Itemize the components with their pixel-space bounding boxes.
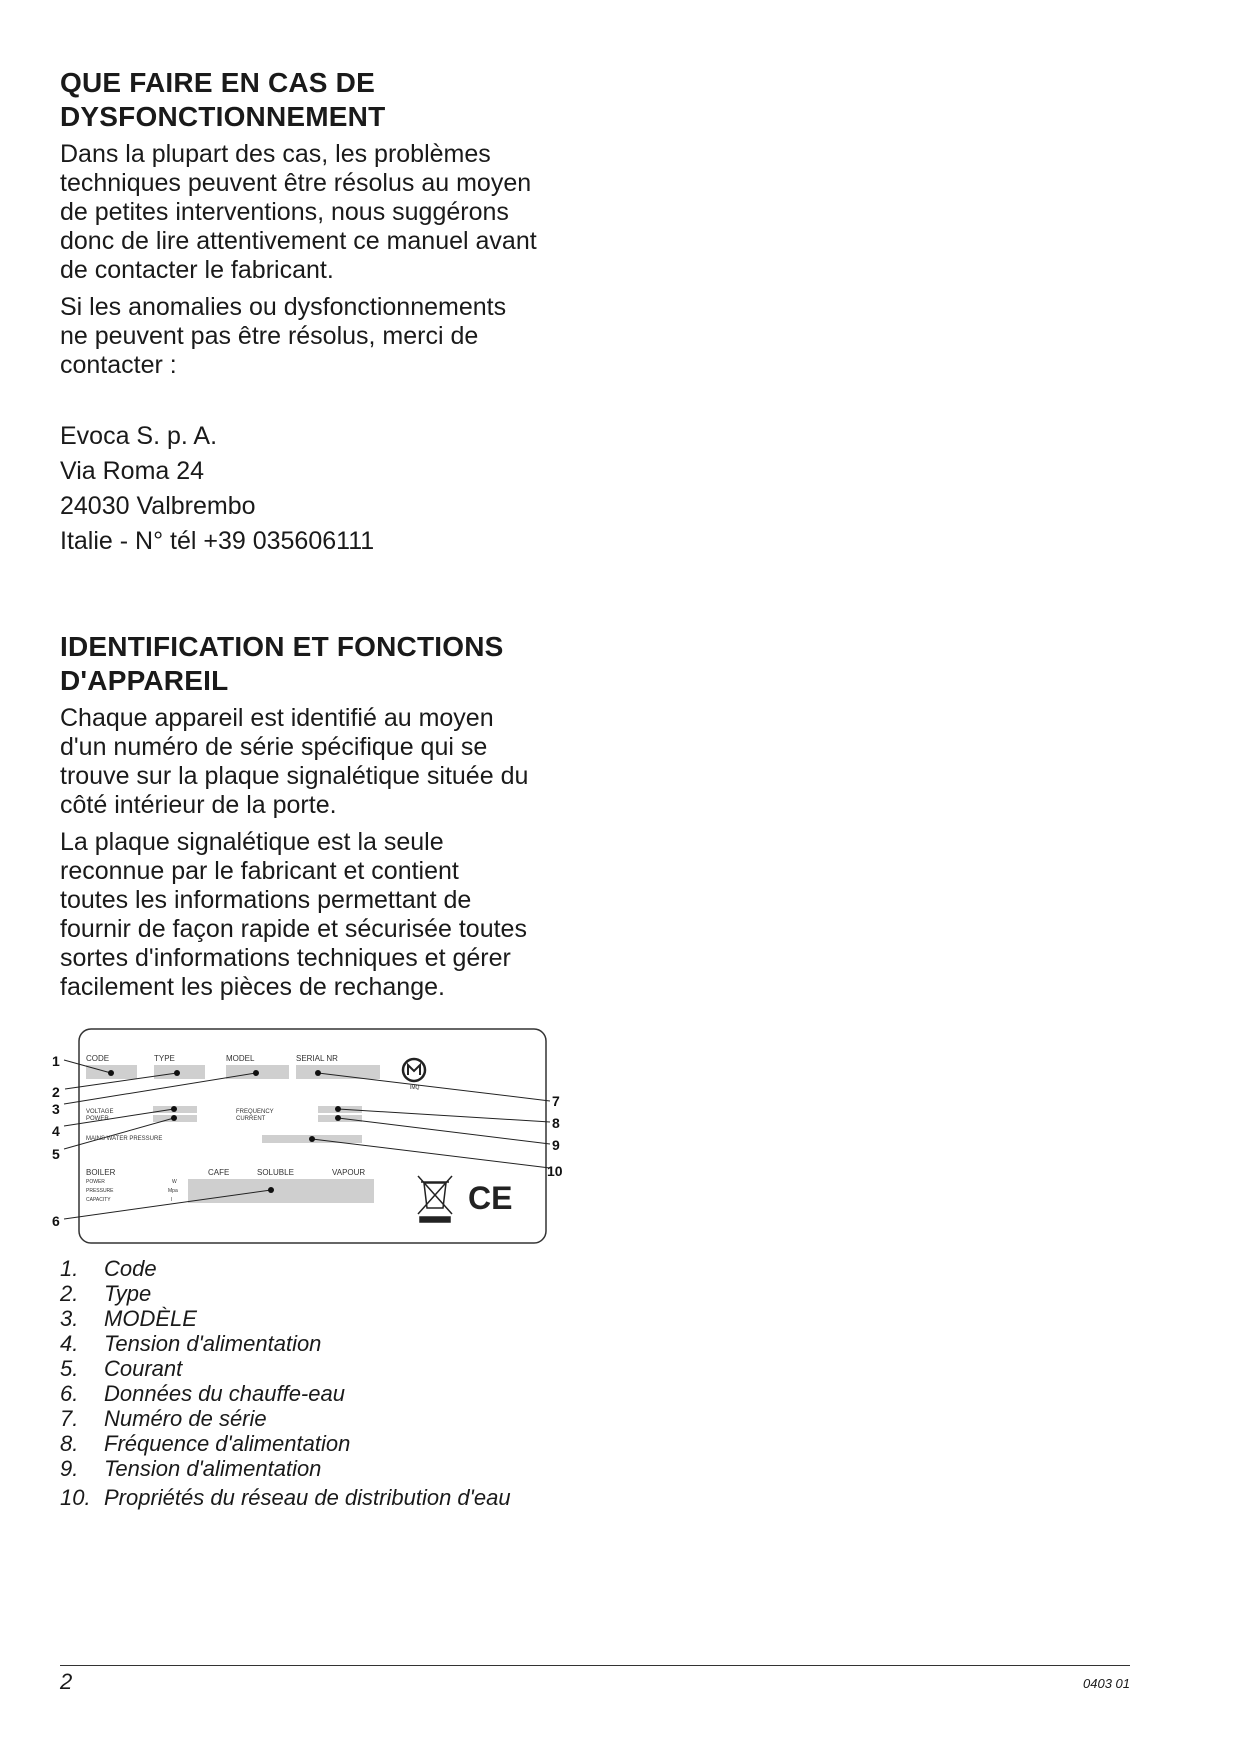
callout-3: 3 [52,1101,60,1117]
voltage-field-label: VOLTAGE [86,1109,114,1115]
power-field-label: POWER [86,1116,109,1122]
model-field-label: MODEL [226,1054,255,1063]
unit-mpa: Mpa [168,1188,178,1194]
paragraph: Dans la plupart des cas, les problèmes techniques peuvent être résolus au moyen de petites interventions, nous suggérons donc de lire attentivement ce manuel avant de contacter le fabricant. [60,140,537,284]
callout-4: 4 [52,1123,60,1139]
list-item: 6. Données du chauffe-eau [60,1381,345,1406]
paragraph: La plaque signalétique est la seule reconnue par le fabricant et contient toutes les informations permettant de fournir de façon rapide et sécurisée toutes sortes d'informations techniques et gérer facilement les pièces de rechange. [60,828,527,1001]
frequency-field-label: FREQUENCY [236,1109,274,1115]
cafe-label: CAFE [208,1168,230,1177]
callout-7: 7 [552,1093,560,1109]
boiler-capacity-label: CAPACITY [86,1197,111,1203]
boiler-pressure-label: PRESSURE [86,1188,114,1194]
address-block: Evoca S. p. A. Via Roma 24 24030 Valbrembo Italie - N° tél +39 035606111 [60,422,375,555]
callout-10: 10 [547,1163,563,1179]
list-item: 1. Code [60,1256,157,1281]
current-field-label: CURRENT [236,1116,266,1122]
unit-l: l [171,1197,173,1203]
boiler-label: BOILER [86,1168,116,1177]
soluble-label: SOLUBLE [257,1168,294,1177]
code-field-label: CODE [86,1054,110,1063]
list-item: 4. Tension d'alimentation [60,1331,322,1356]
vapour-label: VAPOUR [332,1168,366,1177]
list-item: 7. Numéro de série [60,1406,267,1431]
boiler-power-label: POWER [86,1179,105,1185]
list-item: 9. Tension d'alimentation [60,1456,322,1481]
section-malfunction [60,66,580,559]
callout-6: 6 [52,1213,60,1229]
paragraph: Chaque appareil est identifié au moyen d'un numéro de série spécifique qui se trouve sur la plaque signalétique située du côté intérieur de la porte. [60,704,529,819]
section-title: IDENTIFICATION ET FONCTIONS D'APPAREIL [60,631,504,696]
ce-mark: CE [468,1180,513,1216]
document-code: 0403 01 [1083,1676,1130,1691]
legend-list [60,1256,660,1510]
list-item: 10. Propriétés du réseau de distribution d'eau [60,1485,511,1510]
callout-8: 8 [552,1115,560,1131]
rating-plate-diagram [50,1020,610,1250]
serial-field-label: SERIAL NR [296,1054,338,1063]
serial-field [296,1065,380,1079]
unit-w: W [172,1179,177,1185]
list-item: 2. Type [60,1281,152,1306]
mains-pressure-label: MAINS WATER PRESSURE [86,1136,163,1142]
list-item: 8. Fréquence d'alimentation [60,1431,351,1456]
page-number: 2 [60,1669,73,1694]
callout-2: 2 [52,1084,60,1100]
list-item: 5. Courant [60,1356,183,1381]
boiler-data-field [188,1179,374,1203]
callout-1: 1 [52,1053,60,1069]
type-field-label: TYPE [154,1054,175,1063]
section-title: QUE FAIRE EN CAS DE DYSFONCTIONNEMENT [60,67,386,132]
svg-text:IMQ: IMQ [410,1085,420,1091]
footer-divider [60,1665,1130,1666]
callout-5: 5 [52,1146,60,1162]
list-item: 3. MODÈLE [60,1306,197,1331]
section-identification [60,630,580,1002]
paragraph: Si les anomalies ou dysfonctionnements ne peuvent pas être résolus, merci de contacter : [60,293,507,379]
callout-9: 9 [552,1137,560,1153]
